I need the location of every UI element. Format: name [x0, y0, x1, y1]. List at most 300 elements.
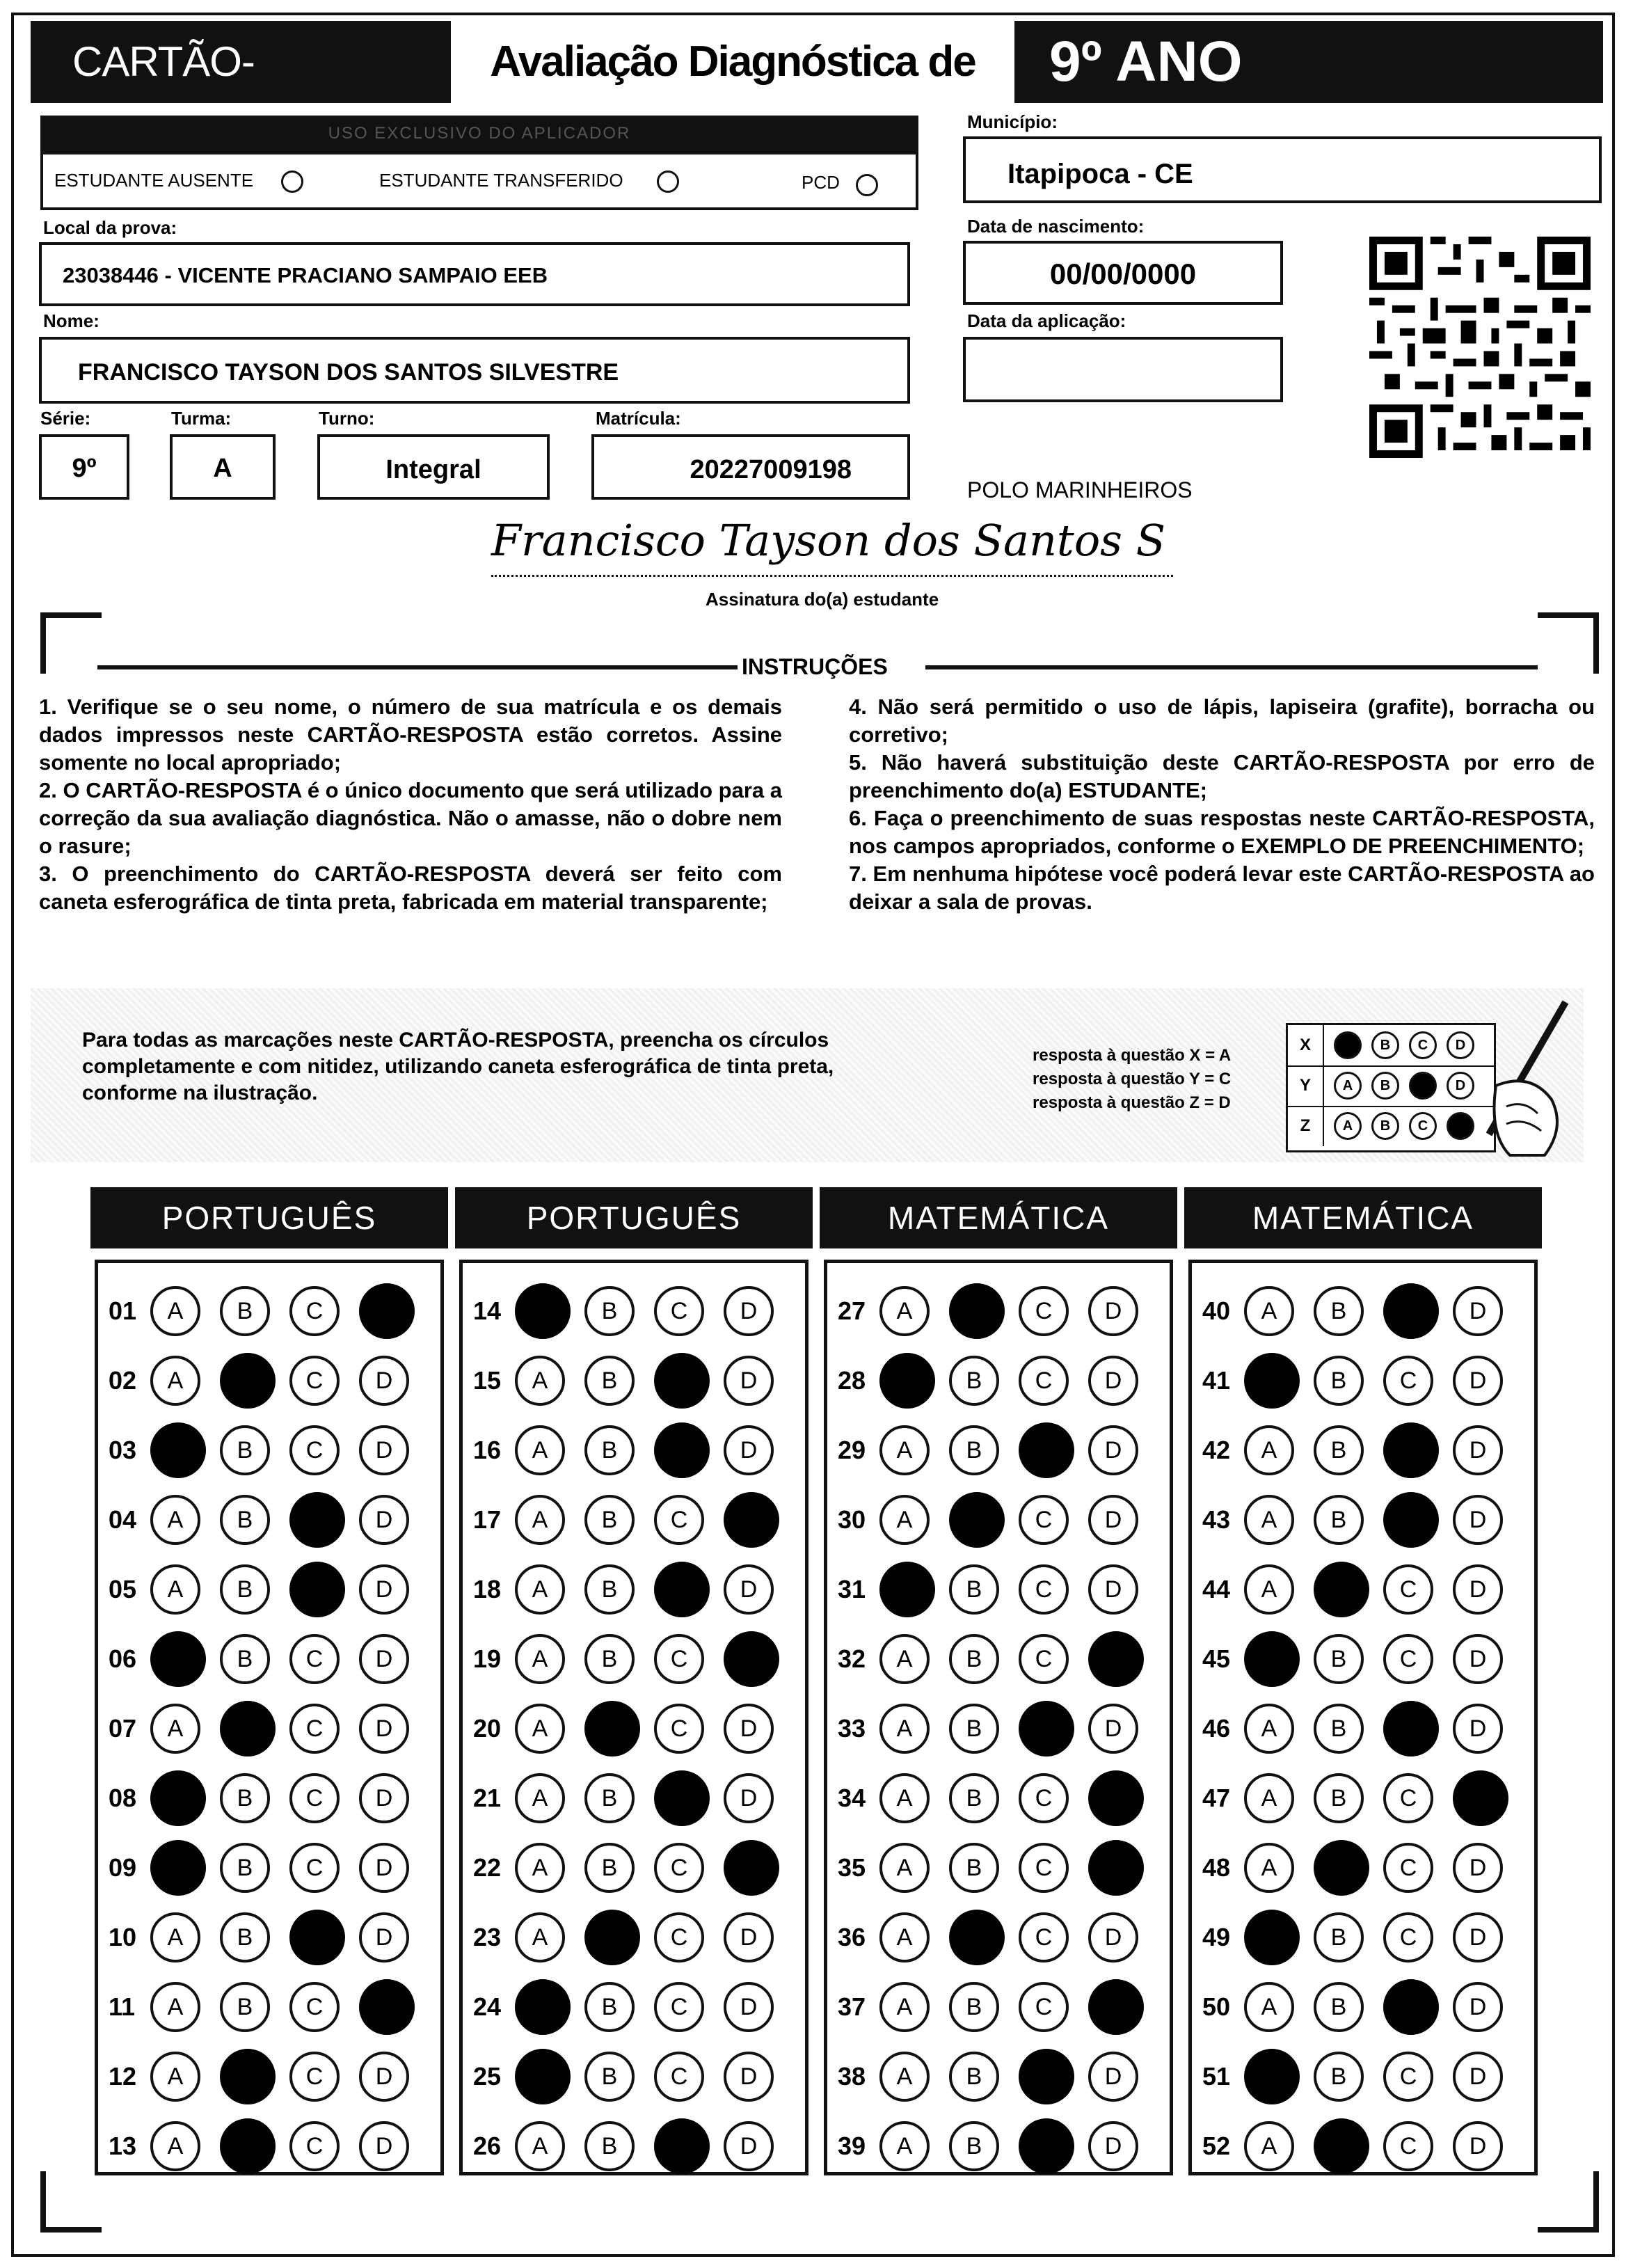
- answer-bubble-d[interactable]: [1088, 1979, 1144, 2035]
- answer-bubble-c[interactable]: C: [1383, 1634, 1433, 1684]
- answer-bubble-a[interactable]: A: [515, 1912, 565, 1962]
- answer-bubble-b[interactable]: B: [1314, 1912, 1364, 1962]
- question-row: [109, 2049, 429, 2104]
- legend-z: resposta à questão Z = D: [1033, 1093, 1231, 1112]
- answer-bubble-a[interactable]: A: [879, 1843, 930, 1893]
- answer-bubble-c[interactable]: C: [1383, 1773, 1433, 1823]
- answer-bubble-d[interactable]: D: [359, 1356, 409, 1406]
- question-row: [109, 1283, 429, 1339]
- answer-bubble-b[interactable]: B: [584, 1773, 635, 1823]
- instruction-4: 4. Não será permitido o uso de lápis, lapiseira (grafite), borracha ou corretivo;: [849, 695, 1595, 747]
- question-number: 48: [1202, 1853, 1231, 1882]
- answer-bubble-d[interactable]: D: [359, 2121, 409, 2171]
- answer-bubble-c[interactable]: [1019, 2118, 1074, 2174]
- question-number: 32: [838, 1644, 866, 1673]
- answer-bubble-b[interactable]: B: [584, 2121, 635, 2171]
- answer-bubble-a[interactable]: A: [1244, 1773, 1294, 1823]
- answer-bubble-b[interactable]: B: [949, 1634, 999, 1684]
- answer-bubble-b[interactable]: [220, 2118, 276, 2174]
- answer-bubble-b[interactable]: B: [584, 1286, 635, 1336]
- question-number: 45: [1202, 1644, 1231, 1673]
- answer-bubble-d[interactable]: D: [724, 1425, 774, 1475]
- answer-bubble-b[interactable]: B: [949, 1425, 999, 1475]
- answer-bubble-b[interactable]: B: [584, 1564, 635, 1615]
- answer-bubble-c[interactable]: C: [1019, 1843, 1069, 1893]
- answer-bubble-c[interactable]: C: [654, 1912, 704, 1962]
- answer-bubble-a[interactable]: [150, 1422, 206, 1478]
- answer-bubble-c[interactable]: [289, 1562, 345, 1617]
- answer-bubble-a[interactable]: [515, 2049, 571, 2104]
- instruction-2: 2. O CARTÃO-RESPOSTA é o único documento que será utilizado para a correção da sua avaliação diagnóstica. Não o amasse, não o dobre nem o rasure;: [39, 778, 782, 858]
- answer-bubble-b[interactable]: B: [949, 1356, 999, 1406]
- answer-bubble-c[interactable]: [1383, 1492, 1439, 1548]
- answer-bubble-d[interactable]: [724, 1631, 779, 1687]
- answer-bubble-b[interactable]: B: [949, 1564, 999, 1615]
- answer-bubble-c[interactable]: [1019, 1701, 1074, 1756]
- question-number: 03: [109, 1436, 137, 1464]
- instruction-1: 1. Verifique se o seu nome, o número de sua matrícula e os demais dados impressos neste CARTÃO-RESPOSTA estão corretos. Assine somente no local apropriado;: [39, 695, 782, 775]
- answer-bubble-a[interactable]: [515, 1979, 571, 2035]
- answer-bubble-c[interactable]: C: [654, 1495, 704, 1545]
- question-row: [473, 1492, 793, 1548]
- answer-bubble-a[interactable]: A: [515, 1425, 565, 1475]
- question-number: 52: [1202, 2132, 1231, 2160]
- question-number: 11: [109, 1992, 136, 2021]
- answer-bubble-b[interactable]: B: [949, 1773, 999, 1823]
- question-number: 27: [838, 1296, 866, 1325]
- answer-bubble-d[interactable]: D: [1453, 2052, 1503, 2102]
- example-bubble-b: B: [1371, 1031, 1399, 1059]
- answer-bubble-a[interactable]: [1244, 1910, 1300, 1965]
- answer-bubble-c[interactable]: [654, 1422, 710, 1478]
- example-row-label: X: [1288, 1025, 1324, 1065]
- answer-bubble-b[interactable]: [220, 1353, 276, 1409]
- answer-bubble-a[interactable]: [1244, 1353, 1300, 1409]
- instructions-left: [39, 693, 782, 916]
- instr-rule-left: [97, 665, 738, 669]
- answer-bubble-d[interactable]: D: [359, 1495, 409, 1545]
- answer-bubble-c[interactable]: [1019, 2049, 1074, 2104]
- answer-bubble-c[interactable]: C: [1383, 1356, 1433, 1406]
- answer-bubble-b[interactable]: [1314, 1562, 1369, 1617]
- answer-bubble-c[interactable]: C: [1383, 1564, 1433, 1615]
- answer-bubble-a[interactable]: [879, 1562, 935, 1617]
- municipio-box: [963, 136, 1602, 203]
- answer-bubble-b[interactable]: [220, 1701, 276, 1756]
- answer-bubble-a[interactable]: A: [879, 1634, 930, 1684]
- question-number: 23: [473, 1923, 502, 1951]
- answer-bubble-a[interactable]: [879, 1353, 935, 1409]
- instruction-5: 5. Não haverá substituição deste CARTÃO-RESPOSTA por erro de preenchimento do(a) ESTUDANTE;: [849, 750, 1595, 802]
- answer-bubble-a[interactable]: A: [1244, 1564, 1294, 1615]
- answer-bubble-c[interactable]: [1019, 1422, 1074, 1478]
- answer-bubble-d[interactable]: D: [1453, 1982, 1503, 2032]
- turma-value: A: [213, 454, 232, 483]
- answer-bubble-a[interactable]: [1244, 1631, 1300, 1687]
- answer-bubble-d[interactable]: D: [724, 1286, 774, 1336]
- absent-checkbox[interactable]: [281, 171, 303, 193]
- answer-bubble-b[interactable]: B: [584, 1843, 635, 1893]
- answer-bubble-c[interactable]: [654, 1353, 710, 1409]
- example-bubble-b: B: [1371, 1112, 1399, 1140]
- answer-bubble-d[interactable]: D: [359, 1704, 409, 1754]
- answer-bubble-c[interactable]: C: [1383, 1912, 1433, 1962]
- answer-bubble-a[interactable]: A: [1244, 1425, 1294, 1475]
- corner-bottom-right: [1538, 2171, 1599, 2233]
- answer-bubble-a[interactable]: A: [150, 1356, 200, 1406]
- question-row: [1202, 1840, 1522, 1896]
- answer-bubble-b[interactable]: B: [949, 2121, 999, 2171]
- answer-bubble-b[interactable]: B: [220, 1843, 270, 1893]
- answer-bubble-a[interactable]: A: [879, 1495, 930, 1545]
- answer-bubble-b[interactable]: B: [220, 1912, 270, 1962]
- question-row: [838, 1422, 1158, 1478]
- turno-label: Turno:: [319, 408, 375, 429]
- answer-bubble-a[interactable]: A: [879, 1982, 930, 2032]
- question-row: [109, 1631, 429, 1687]
- answer-bubble-a[interactable]: A: [879, 1704, 930, 1754]
- answer-bubble-c[interactable]: [289, 1492, 345, 1548]
- question-row: [838, 1770, 1158, 1826]
- answer-bubble-b[interactable]: B: [220, 1425, 270, 1475]
- example-bubble-c: C: [1409, 1112, 1437, 1140]
- corner-top-right: [1538, 612, 1599, 674]
- answer-bubble-d[interactable]: D: [359, 1634, 409, 1684]
- answer-bubble-b[interactable]: [949, 1283, 1005, 1339]
- answer-bubble-b[interactable]: B: [584, 1495, 635, 1545]
- answer-bubble-c[interactable]: C: [654, 1704, 704, 1754]
- answer-bubble-b[interactable]: B: [584, 1634, 635, 1684]
- answer-bubble-c[interactable]: C: [654, 2052, 704, 2102]
- question-number: 25: [473, 2062, 502, 2091]
- answer-bubble-d[interactable]: D: [359, 2052, 409, 2102]
- question-row: [838, 1562, 1158, 1617]
- answer-bubble-a[interactable]: A: [150, 2052, 200, 2102]
- question-row: [838, 2049, 1158, 2104]
- turma-box: [170, 434, 276, 500]
- answer-bubble-b[interactable]: B: [584, 1356, 635, 1406]
- answer-bubble-c[interactable]: C: [289, 1425, 340, 1475]
- answer-bubble-d[interactable]: D: [724, 1356, 774, 1406]
- answer-bubble-a[interactable]: A: [1244, 1982, 1294, 2032]
- qr-code: [1369, 237, 1591, 458]
- answer-bubble-a[interactable]: A: [515, 1634, 565, 1684]
- answer-bubble-a[interactable]: A: [150, 1704, 200, 1754]
- answer-bubble-a[interactable]: A: [150, 2121, 200, 2171]
- answer-bubble-b[interactable]: B: [949, 1704, 999, 1754]
- question-row: [838, 1492, 1158, 1548]
- answer-bubble-a[interactable]: A: [515, 1356, 565, 1406]
- answer-bubble-d[interactable]: D: [1088, 2121, 1138, 2171]
- answer-bubble-c[interactable]: C: [1383, 2121, 1433, 2171]
- answer-bubble-b[interactable]: B: [584, 2052, 635, 2102]
- question-number: 13: [109, 2132, 137, 2160]
- example-grid: [1286, 1023, 1496, 1152]
- answer-bubble-b[interactable]: B: [949, 2052, 999, 2102]
- answer-bubble-d[interactable]: D: [1453, 1634, 1503, 1684]
- answer-bubble-d[interactable]: D: [1088, 1564, 1138, 1615]
- question-row: [838, 1283, 1158, 1339]
- answer-bubble-c[interactable]: C: [1019, 1356, 1069, 1406]
- answer-bubble-d[interactable]: D: [1453, 1912, 1503, 1962]
- answer-bubble-c[interactable]: [1383, 1283, 1439, 1339]
- answer-bubble-c[interactable]: [289, 1910, 345, 1965]
- answer-bubble-d[interactable]: D: [724, 1982, 774, 2032]
- answer-bubble-a[interactable]: A: [150, 1495, 200, 1545]
- answer-bubble-a[interactable]: A: [150, 1564, 200, 1615]
- answer-bubble-c[interactable]: [1383, 1701, 1439, 1756]
- aplicacao-box[interactable]: [963, 337, 1283, 402]
- answer-bubble-a[interactable]: A: [1244, 1495, 1294, 1545]
- answer-bubble-b[interactable]: B: [949, 1982, 999, 2032]
- answer-bubble-c[interactable]: C: [1383, 1843, 1433, 1893]
- answer-bubble-a[interactable]: A: [515, 1564, 565, 1615]
- question-row: [838, 1910, 1158, 1965]
- answer-bubble-c[interactable]: C: [1019, 1495, 1069, 1545]
- question-row: [109, 1422, 429, 1478]
- example-row-label: Z: [1288, 1106, 1324, 1146]
- answer-bubble-b[interactable]: B: [949, 1843, 999, 1893]
- answer-bubble-b[interactable]: B: [1314, 1773, 1364, 1823]
- answer-bubble-c[interactable]: C: [1019, 1286, 1069, 1336]
- answer-bubble-c[interactable]: C: [289, 1356, 340, 1406]
- question-row: [109, 1770, 429, 1826]
- answer-bubble-d[interactable]: D: [724, 1704, 774, 1754]
- answer-bubble-b[interactable]: B: [1314, 1982, 1364, 2032]
- answer-bubble-b[interactable]: B: [1314, 1495, 1364, 1545]
- answer-bubble-b[interactable]: [584, 1701, 640, 1756]
- applicator-header: USO EXCLUSIVO DO APLICADOR: [40, 116, 918, 152]
- answer-bubble-a[interactable]: A: [879, 1773, 930, 1823]
- question-number: 42: [1202, 1436, 1231, 1464]
- answer-bubble-d[interactable]: [359, 1979, 415, 2035]
- answer-bubble-a[interactable]: A: [515, 1843, 565, 1893]
- question-row: [1202, 1283, 1522, 1339]
- answer-bubble-b[interactable]: B: [220, 1564, 270, 1615]
- answer-bubble-c[interactable]: C: [654, 1634, 704, 1684]
- question-number: 15: [473, 1366, 502, 1395]
- nascimento-label: Data de nascimento:: [967, 216, 1145, 237]
- answer-bubble-b[interactable]: [220, 2049, 276, 2104]
- question-row: [109, 1701, 429, 1756]
- answer-bubble-a[interactable]: A: [1244, 1286, 1294, 1336]
- answer-bubble-c[interactable]: C: [289, 1704, 340, 1754]
- answer-bubble-b[interactable]: B: [1314, 1356, 1364, 1406]
- answer-bubble-c[interactable]: C: [654, 1286, 704, 1336]
- answer-bubble-c[interactable]: C: [1019, 1912, 1069, 1962]
- answer-bubble-d[interactable]: D: [359, 1564, 409, 1615]
- question-row: [1202, 1979, 1522, 2035]
- answer-bubble-d[interactable]: D: [1088, 1286, 1138, 1336]
- answer-bubble-b[interactable]: B: [1314, 1425, 1364, 1475]
- answer-bubble-b[interactable]: B: [220, 1982, 270, 2032]
- answer-bubble-b[interactable]: B: [220, 1634, 270, 1684]
- answer-bubble-a[interactable]: A: [515, 1495, 565, 1545]
- answer-bubble-a[interactable]: [150, 1770, 206, 1826]
- answer-bubble-b[interactable]: B: [1314, 1634, 1364, 1684]
- matricula-value: 20227009198: [690, 455, 852, 484]
- answer-bubble-a[interactable]: A: [879, 2052, 930, 2102]
- answer-bubble-d[interactable]: [359, 1283, 415, 1339]
- corner-bottom-left: [40, 2171, 102, 2233]
- answer-bubble-d[interactable]: D: [724, 2121, 774, 2171]
- answer-bubble-c[interactable]: [654, 1562, 710, 1617]
- answer-bubble-d[interactable]: D: [359, 1912, 409, 1962]
- answer-bubble-c[interactable]: C: [289, 2052, 340, 2102]
- answer-bubble-d[interactable]: D: [359, 1773, 409, 1823]
- answer-bubble-a[interactable]: [150, 1840, 206, 1896]
- question-row: [838, 1353, 1158, 1409]
- answer-bubble-d[interactable]: D: [1088, 1704, 1138, 1754]
- answer-bubble-a[interactable]: [515, 1283, 571, 1339]
- answer-bubble-d[interactable]: [1088, 1840, 1144, 1896]
- answer-bubble-b[interactable]: B: [220, 1286, 270, 1336]
- example-row: [1288, 1106, 1494, 1146]
- answer-bubble-d[interactable]: D: [1088, 1912, 1138, 1962]
- answer-bubble-c[interactable]: C: [654, 1843, 704, 1893]
- answer-bubble-a[interactable]: A: [515, 1704, 565, 1754]
- answer-bubble-d[interactable]: D: [1453, 1495, 1503, 1545]
- answer-bubble-d[interactable]: D: [724, 2052, 774, 2102]
- answer-bubble-c[interactable]: C: [289, 1634, 340, 1684]
- answer-bubble-d[interactable]: D: [1088, 1425, 1138, 1475]
- answer-bubble-a[interactable]: A: [150, 1912, 200, 1962]
- answer-bubble-a[interactable]: A: [150, 1286, 200, 1336]
- question-number: 01: [109, 1296, 137, 1325]
- answer-bubble-d[interactable]: D: [1453, 1564, 1503, 1615]
- aplicacao-label: Data da aplicação:: [967, 310, 1126, 331]
- answer-bubble-b[interactable]: B: [584, 1982, 635, 2032]
- local-label: Local da prova:: [43, 217, 177, 238]
- answer-bubble-a[interactable]: A: [515, 1773, 565, 1823]
- section-title-2: PORTUGUÊS: [455, 1187, 813, 1248]
- absent-label: ESTUDANTE AUSENTE: [54, 170, 254, 191]
- answer-bubble-d[interactable]: [724, 1492, 779, 1548]
- answer-bubble-b[interactable]: B: [220, 1495, 270, 1545]
- question-row: [1202, 1910, 1522, 1965]
- answer-bubble-b[interactable]: [1314, 1840, 1369, 1896]
- answer-bubble-c[interactable]: C: [1019, 1982, 1069, 2032]
- instructions-title: INSTRUÇÕES: [742, 654, 888, 679]
- answer-bubble-a[interactable]: A: [515, 2121, 565, 2171]
- answer-bubble-c[interactable]: C: [1019, 1564, 1069, 1615]
- municipio-label: Município:: [967, 111, 1058, 132]
- question-number: 05: [109, 1575, 137, 1603]
- question-row: [473, 1910, 793, 1965]
- question-number: 51: [1202, 2062, 1231, 2091]
- answer-bubble-c[interactable]: C: [1383, 2052, 1433, 2102]
- answer-bubble-d[interactable]: D: [1453, 1425, 1503, 1475]
- answer-bubble-a[interactable]: A: [1244, 1843, 1294, 1893]
- answer-bubble-d[interactable]: D: [1453, 2121, 1503, 2171]
- answer-bubble-d[interactable]: [724, 1840, 779, 1896]
- answer-bubble-c[interactable]: [654, 2118, 710, 2174]
- answer-bubble-c[interactable]: C: [289, 2121, 340, 2171]
- question-number: 18: [473, 1575, 502, 1603]
- question-number: 09: [109, 1853, 137, 1882]
- answer-bubble-a[interactable]: A: [879, 1912, 930, 1962]
- polo-label: POLO MARINHEIROS: [967, 477, 1193, 502]
- answer-bubble-d[interactable]: D: [1088, 1495, 1138, 1545]
- transferred-checkbox[interactable]: [657, 171, 679, 193]
- question-number: 17: [473, 1505, 502, 1534]
- answer-bubble-d[interactable]: D: [1453, 1843, 1503, 1893]
- question-number: 02: [109, 1366, 137, 1395]
- nome-value: FRANCISCO TAYSON DOS SANTOS SILVESTRE: [78, 359, 619, 386]
- answer-bubble-c[interactable]: C: [289, 1773, 340, 1823]
- answer-bubble-c[interactable]: C: [1019, 1634, 1069, 1684]
- answer-bubble-a[interactable]: A: [879, 1286, 930, 1336]
- answer-bubble-c[interactable]: C: [289, 1843, 340, 1893]
- answer-bubble-c[interactable]: C: [289, 1982, 340, 2032]
- question-number: 46: [1202, 1714, 1231, 1743]
- answer-bubble-c[interactable]: C: [289, 1286, 340, 1336]
- answer-bubble-b[interactable]: [949, 1910, 1005, 1965]
- answer-bubble-c[interactable]: [654, 1770, 710, 1826]
- example-text: Para todas as marcações neste CARTÃO-RESPOSTA, preencha os círculos completamente e com nitidez, utilizando caneta esferográfica de tinta preta, conforme na ilustração.: [82, 1029, 834, 1104]
- turma-label: Turma:: [171, 408, 232, 429]
- answer-bubble-d[interactable]: D: [359, 1425, 409, 1475]
- answer-bubble-d[interactable]: D: [724, 1564, 774, 1615]
- answer-bubble-b[interactable]: [1314, 2118, 1369, 2174]
- question-number: 34: [838, 1784, 866, 1812]
- answer-bubble-d[interactable]: D: [1453, 1704, 1503, 1754]
- answer-bubble-a[interactable]: A: [150, 1982, 200, 2032]
- answer-bubble-a[interactable]: [150, 1631, 206, 1687]
- answer-bubble-c[interactable]: [1383, 1979, 1439, 2035]
- answer-bubble-b[interactable]: [584, 1910, 640, 1965]
- local-value: 23038446 - VICENTE PRACIANO SAMPAIO EEB: [63, 263, 548, 287]
- answer-bubble-d[interactable]: D: [1088, 1356, 1138, 1406]
- answer-bubble-d[interactable]: D: [1453, 1286, 1503, 1336]
- answer-bubble-b[interactable]: B: [584, 1425, 635, 1475]
- question-row: [1202, 1492, 1522, 1548]
- answer-bubble-b[interactable]: [949, 1492, 1005, 1548]
- answer-bubble-d[interactable]: [1453, 1770, 1508, 1826]
- answer-bubble-a[interactable]: A: [879, 1425, 930, 1475]
- question-number: 16: [473, 1436, 502, 1464]
- answer-bubble-a[interactable]: A: [879, 2121, 930, 2171]
- nascimento-value: 00/00/0000: [1049, 257, 1197, 290]
- answer-bubble-d[interactable]: D: [1088, 2052, 1138, 2102]
- answer-bubble-d[interactable]: D: [724, 1912, 774, 1962]
- example-row: [1288, 1025, 1494, 1067]
- matricula-box: [591, 434, 910, 500]
- pcd-checkbox[interactable]: [856, 174, 878, 196]
- question-number: 04: [109, 1505, 137, 1534]
- answer-bubble-b[interactable]: B: [1314, 2052, 1364, 2102]
- answer-bubble-d[interactable]: [1088, 1631, 1144, 1687]
- answer-bubble-a[interactable]: A: [1244, 1704, 1294, 1754]
- answer-bubble-c[interactable]: C: [654, 1982, 704, 2032]
- answer-bubble-c[interactable]: C: [1019, 1773, 1069, 1823]
- question-number: 35: [838, 1853, 866, 1882]
- answer-bubble-a[interactable]: [1244, 2049, 1300, 2104]
- answer-bubble-a[interactable]: A: [1244, 2121, 1294, 2171]
- answer-bubble-c[interactable]: [1383, 1422, 1439, 1478]
- answer-bubble-d[interactable]: D: [1453, 1356, 1503, 1406]
- answer-bubble-b[interactable]: B: [1314, 1286, 1364, 1336]
- nascimento-box: [963, 241, 1283, 305]
- answer-bubble-d[interactable]: D: [724, 1773, 774, 1823]
- answer-bubble-d[interactable]: D: [359, 1843, 409, 1893]
- question-row: [1202, 1770, 1522, 1826]
- answer-bubble-b[interactable]: B: [1314, 1704, 1364, 1754]
- answer-bubble-d[interactable]: [1088, 1770, 1144, 1826]
- question-number: 28: [838, 1366, 866, 1395]
- question-number: 41: [1202, 1366, 1231, 1395]
- answer-bubble-b[interactable]: B: [220, 1773, 270, 1823]
